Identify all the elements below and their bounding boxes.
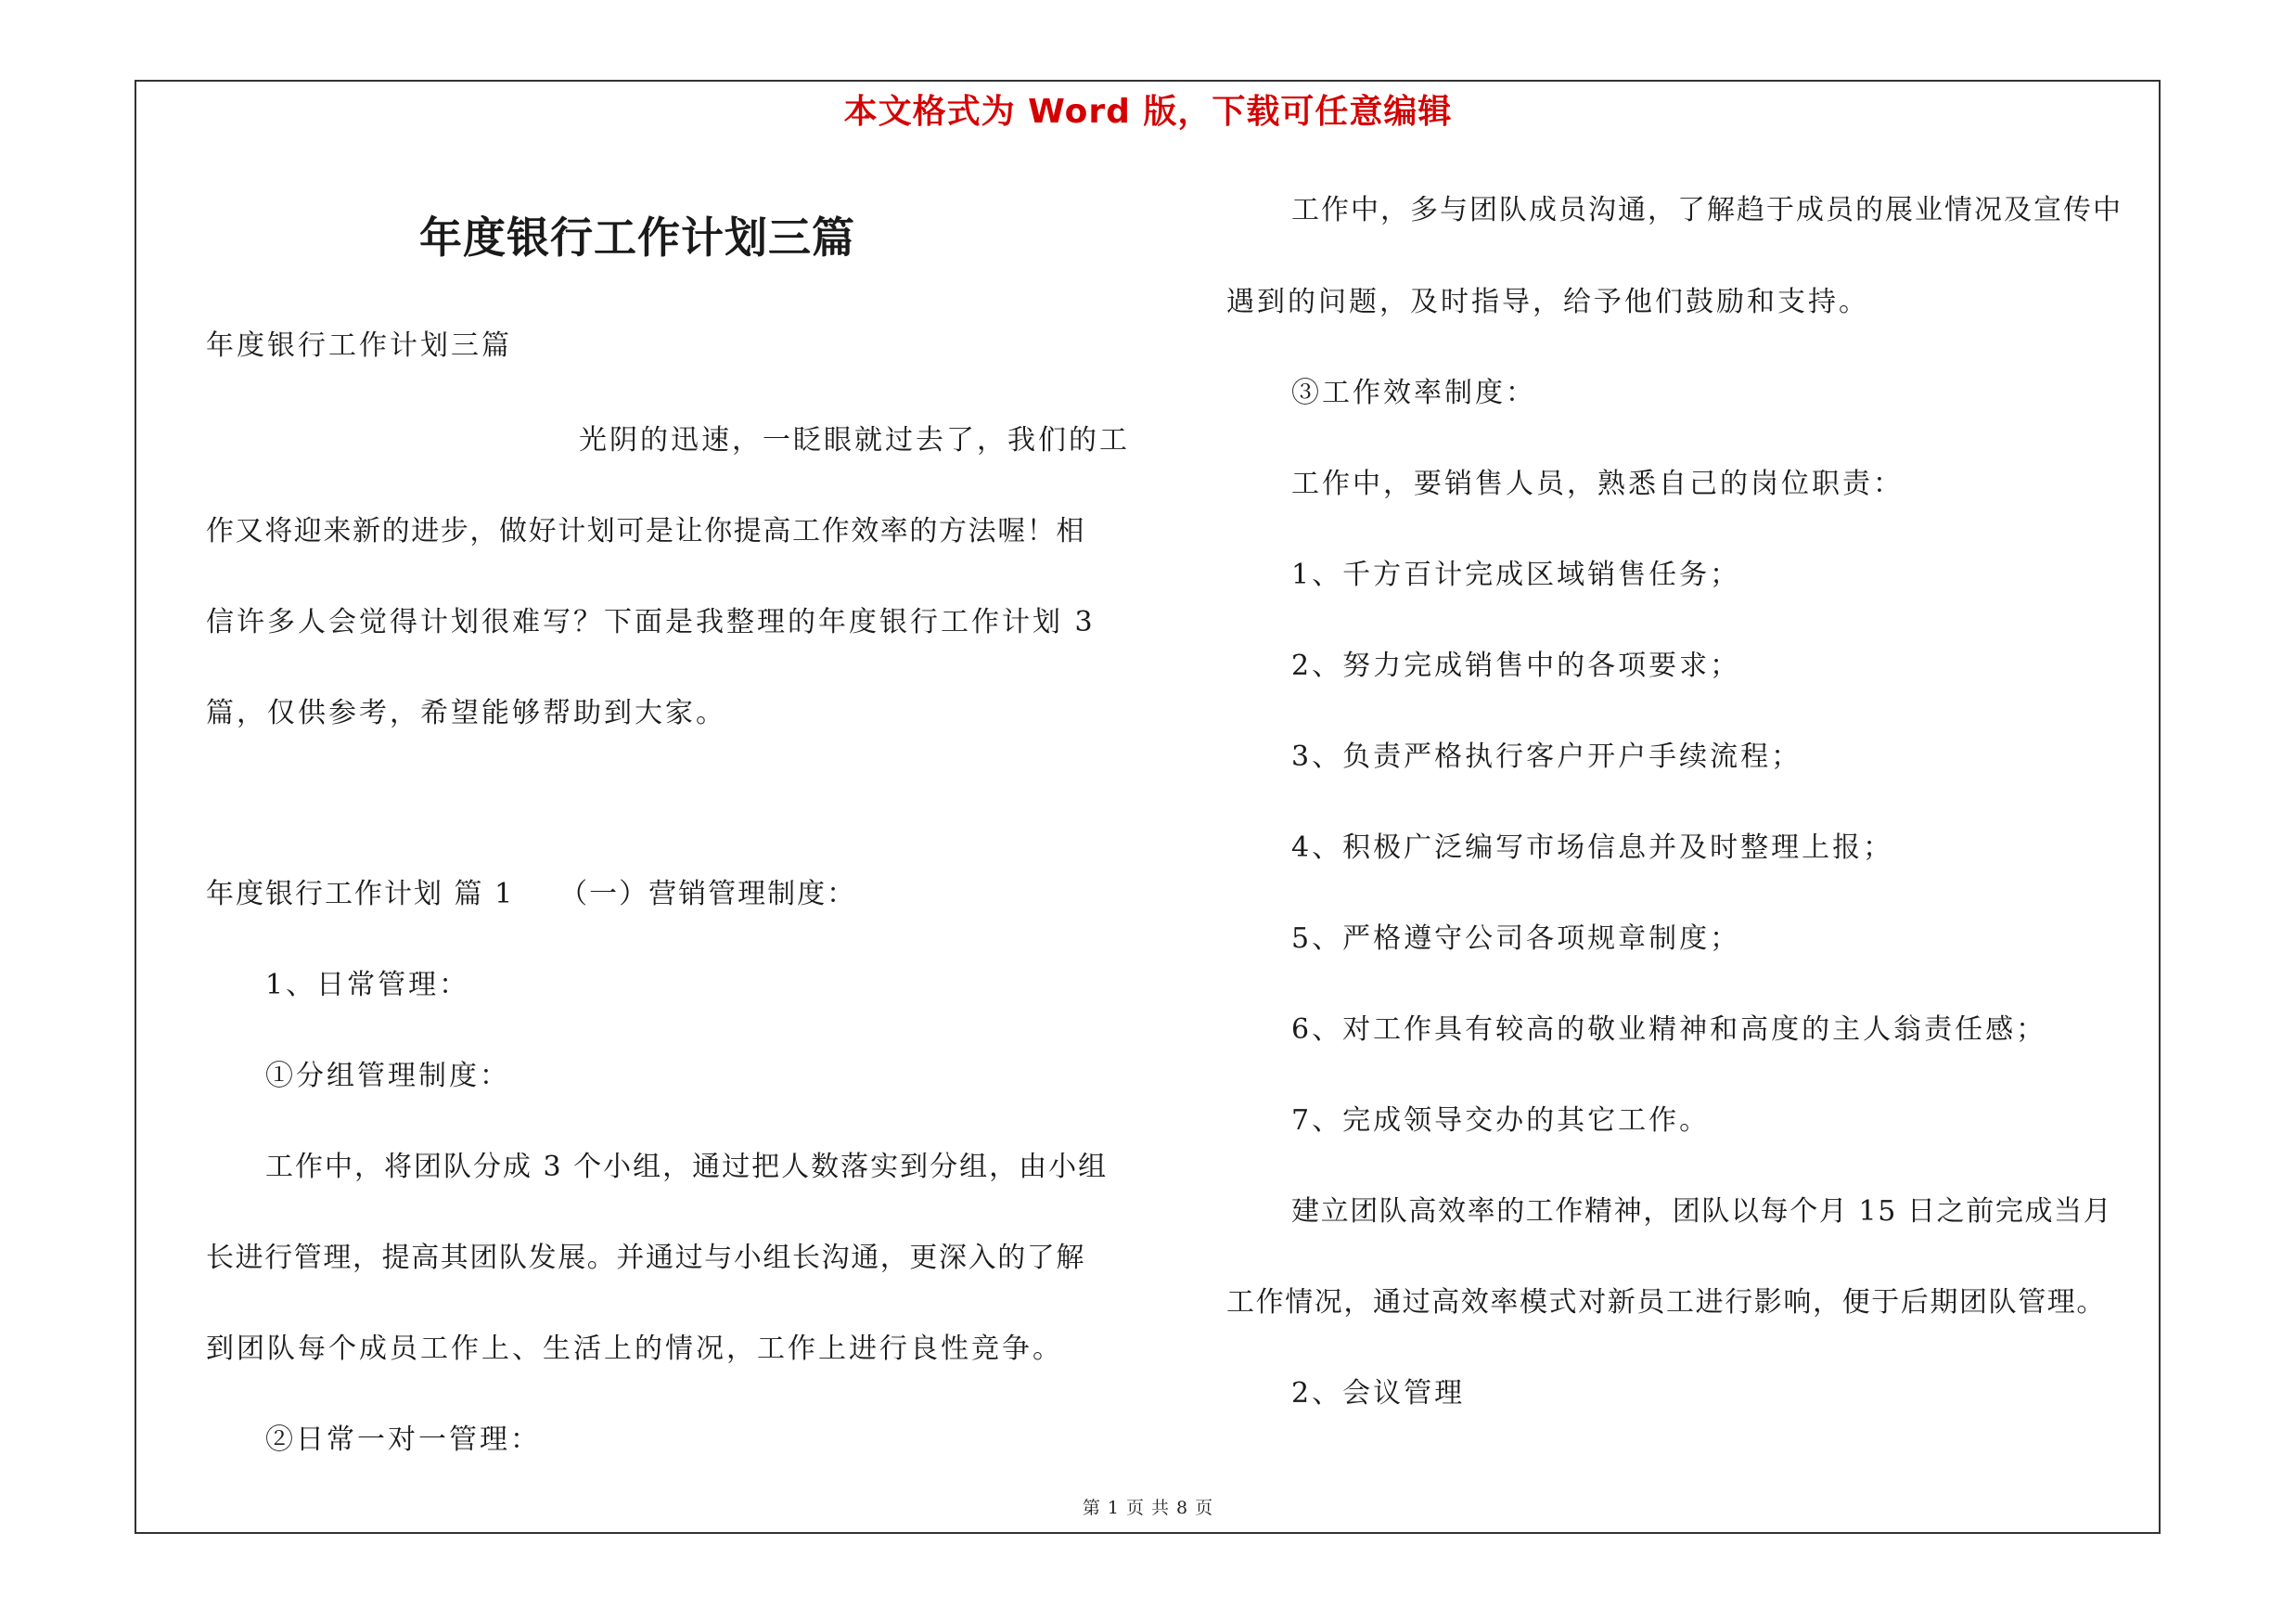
paragraph-line: 建立团队高效率的工作精神，团队以每个月 15 日之前完成当月 [1291,1195,2113,1228]
intro-line: 篇，仅供参考，希望能够帮助到大家。 [206,697,726,729]
page-number-footer: 第 1 页 共 8 页 [1082,1498,1214,1518]
list-item: 6、对工作具有较高的敬业精神和高度的主人翁责任感； [1291,1013,2047,1046]
list-item: 7、完成领导交办的其它工作。 [1291,1104,1711,1137]
intro-line: 信许多人会觉得计划很难写？下面是我整理的年度银行工作计划 3 [206,606,1096,638]
list-item: 4、积极广泛编写市场信息并及时整理上报； [1291,831,1894,864]
document-title: 年度银行工作计划三篇 [419,213,855,263]
paragraph-line: 到团队每个成员工作上、生活上的情况，工作上进行良性竞争。 [206,1333,1063,1365]
paragraph-line: 工作中，多与团队成员沟通，了解趋于成员的展业情况及宣传中 [1291,194,2123,226]
list-item: 3、负责严格执行客户开户手续流程； [1291,741,1802,773]
list-item: ②日常一对一管理： [265,1423,541,1456]
intro-line: 作又将迎来新的进步，做好计划可是让你提高工作效率的方法喔！相 [206,515,1085,547]
list-item: ③工作效率制度： [1291,377,1536,409]
editable-notice-banner: 本文格式为 Word 版，下载可任意编辑 [843,93,1453,131]
section-heading: 年度银行工作计划 篇 1 （一）营销管理制度： [206,878,857,910]
paragraph-line: 遇到的问题，及时指导，给予他们鼓励和支持。 [1226,286,1869,318]
subtitle-line: 年度银行工作计划三篇 [206,329,512,362]
list-item: 5、严格遵守公司各项规章制度； [1291,922,1741,955]
list-item: 2、努力完成销售中的各项要求； [1291,650,1741,682]
paragraph-line: 工作中，将团队分成 3 个小组，通过把人数落实到分组，由小组 [265,1151,1109,1183]
paragraph-line: 长进行管理，提高其团队发展。并通过与小组长沟通，更深入的了解 [206,1242,1085,1274]
list-item: 1、日常管理： [265,969,470,1001]
paragraph-line: 工作情况，通过高效率模式对新员工进行影响，便于后期团队管理。 [1226,1286,2106,1319]
list-item: 1、千方百计完成区域销售任务； [1291,559,1741,591]
list-item: ①分组管理制度： [265,1060,510,1092]
list-item: 2、会议管理 [1291,1377,1466,1410]
paragraph-line: 工作中，要销售人员，熟悉自己的岗位职责： [1291,468,1904,500]
intro-line: 光阴的迅速，一眨眼就过去了，我们的工 [579,424,1130,457]
